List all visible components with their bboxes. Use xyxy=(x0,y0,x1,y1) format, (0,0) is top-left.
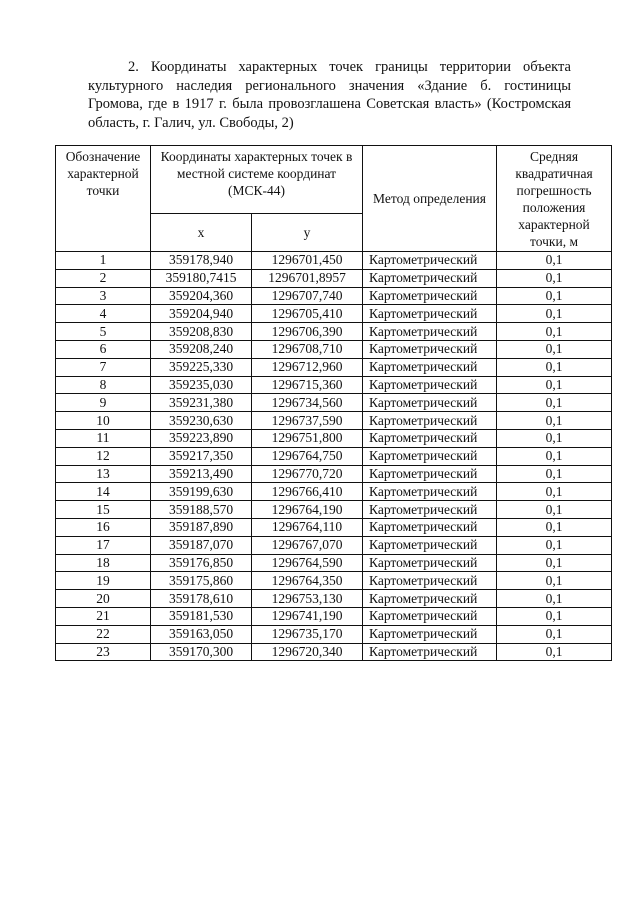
cell-y: 1296753,130 xyxy=(252,590,363,608)
heading-line-2: культурного наследия регионального значения «Здание б. гостиницы xyxy=(88,77,571,94)
table-row xyxy=(56,394,612,412)
cell-error: 0,1 xyxy=(497,607,612,625)
cell-y: 1296712,960 xyxy=(252,358,363,376)
cell-error: 0,1 xyxy=(497,518,612,536)
cell-point-number: 22 xyxy=(56,625,151,643)
cell-point-number: 9 xyxy=(56,394,151,412)
cell-point-number: 18 xyxy=(56,554,151,572)
cell-y: 1296737,590 xyxy=(252,412,363,430)
cell-point-number: 6 xyxy=(56,340,151,358)
cell-method: Картометрический xyxy=(363,501,497,519)
cell-method: Картометрический xyxy=(363,429,497,447)
cell-x: 359199,630 xyxy=(151,483,252,501)
header-coordinates: Координаты характерных точек в местной системе координат (МСК-44) xyxy=(151,146,363,214)
table-row xyxy=(56,501,612,519)
cell-point-number: 13 xyxy=(56,465,151,483)
cell-method: Картометрический xyxy=(363,305,497,323)
table-row xyxy=(56,572,612,590)
table-row xyxy=(56,536,612,554)
cell-error: 0,1 xyxy=(497,643,612,661)
cell-error: 0,1 xyxy=(497,269,612,287)
cell-method: Картометрический xyxy=(363,518,497,536)
cell-y: 1296715,360 xyxy=(252,376,363,394)
cell-error: 0,1 xyxy=(497,358,612,376)
cell-method: Картометрический xyxy=(363,376,497,394)
cell-y: 1296764,110 xyxy=(252,518,363,536)
table-row xyxy=(56,447,612,465)
cell-error: 0,1 xyxy=(497,305,612,323)
cell-y: 1296701,8957 xyxy=(252,269,363,287)
cell-error: 0,1 xyxy=(497,572,612,590)
section-heading xyxy=(88,58,571,132)
cell-x: 359178,940 xyxy=(151,252,252,270)
cell-point-number: 23 xyxy=(56,643,151,661)
cell-y: 1296764,750 xyxy=(252,447,363,465)
cell-point-number: 7 xyxy=(56,358,151,376)
table-row xyxy=(56,305,612,323)
cell-error: 0,1 xyxy=(497,501,612,519)
cell-x: 359187,070 xyxy=(151,536,252,554)
cell-x: 359213,490 xyxy=(151,465,252,483)
cell-point-number: 12 xyxy=(56,447,151,465)
header-error: Средняя квадратичная погрешность положения характерной точки, м xyxy=(497,146,612,252)
table-row xyxy=(56,554,612,572)
cell-point-number: 14 xyxy=(56,483,151,501)
cell-point-number: 2 xyxy=(56,269,151,287)
cell-point-number: 21 xyxy=(56,607,151,625)
cell-method: Картометрический xyxy=(363,252,497,270)
cell-x: 359170,300 xyxy=(151,643,252,661)
cell-x: 359208,240 xyxy=(151,340,252,358)
cell-y: 1296708,710 xyxy=(252,340,363,358)
cell-x: 359231,380 xyxy=(151,394,252,412)
cell-x: 359230,630 xyxy=(151,412,252,430)
cell-method: Картометрический xyxy=(363,572,497,590)
table-row xyxy=(56,465,612,483)
cell-error: 0,1 xyxy=(497,447,612,465)
cell-point-number: 15 xyxy=(56,501,151,519)
cell-point-number: 17 xyxy=(56,536,151,554)
cell-point-number: 4 xyxy=(56,305,151,323)
cell-method: Картометрический xyxy=(363,287,497,305)
table-row xyxy=(56,518,612,536)
table-row xyxy=(56,625,612,643)
cell-x: 359217,350 xyxy=(151,447,252,465)
table-row xyxy=(56,429,612,447)
table-row xyxy=(56,643,612,661)
table-row xyxy=(56,252,612,270)
cell-x: 359181,530 xyxy=(151,607,252,625)
heading-line-1: 2. Координаты характерных точек границы территории объекта xyxy=(128,59,571,75)
cell-y: 1296705,410 xyxy=(252,305,363,323)
cell-y: 1296764,590 xyxy=(252,554,363,572)
table-row xyxy=(56,590,612,608)
cell-method: Картометрический xyxy=(363,269,497,287)
cell-error: 0,1 xyxy=(497,323,612,341)
table-row xyxy=(56,269,612,287)
table-row xyxy=(56,483,612,501)
cell-error: 0,1 xyxy=(497,376,612,394)
cell-y: 1296701,450 xyxy=(252,252,363,270)
cell-method: Картометрический xyxy=(363,323,497,341)
table-body xyxy=(56,252,612,661)
cell-x: 359178,610 xyxy=(151,590,252,608)
cell-method: Картометрический xyxy=(363,340,497,358)
cell-point-number: 19 xyxy=(56,572,151,590)
cell-x: 359163,050 xyxy=(151,625,252,643)
cell-y: 1296735,170 xyxy=(252,625,363,643)
cell-point-number: 3 xyxy=(56,287,151,305)
cell-point-number: 5 xyxy=(56,323,151,341)
table-row xyxy=(56,323,612,341)
cell-point-number: 11 xyxy=(56,429,151,447)
cell-method: Картометрический xyxy=(363,465,497,483)
cell-error: 0,1 xyxy=(497,483,612,501)
cell-y: 1296706,390 xyxy=(252,323,363,341)
cell-method: Картометрический xyxy=(363,625,497,643)
cell-error: 0,1 xyxy=(497,252,612,270)
cell-x: 359204,940 xyxy=(151,305,252,323)
cell-method: Картометрический xyxy=(363,590,497,608)
cell-y: 1296764,350 xyxy=(252,572,363,590)
cell-y: 1296770,720 xyxy=(252,465,363,483)
cell-error: 0,1 xyxy=(497,429,612,447)
cell-error: 0,1 xyxy=(497,590,612,608)
cell-method: Картометрический xyxy=(363,358,497,376)
heading-line-4: (Костромская область, г. Галич, ул. Свободы, 2) xyxy=(88,96,571,131)
cell-y: 1296720,340 xyxy=(252,643,363,661)
cell-y: 1296767,070 xyxy=(252,536,363,554)
cell-x: 359176,850 xyxy=(151,554,252,572)
cell-point-number: 10 xyxy=(56,412,151,430)
cell-error: 0,1 xyxy=(497,536,612,554)
cell-error: 0,1 xyxy=(497,394,612,412)
cell-x: 359188,570 xyxy=(151,501,252,519)
cell-x: 359225,330 xyxy=(151,358,252,376)
cell-method: Картометрический xyxy=(363,607,497,625)
cell-method: Картометрический xyxy=(363,394,497,412)
cell-point-number: 20 xyxy=(56,590,151,608)
header-point: Обозначение характерной точки xyxy=(56,146,151,252)
cell-x: 359175,860 xyxy=(151,572,252,590)
header-method: Метод определения xyxy=(363,146,497,252)
cell-method: Картометрический xyxy=(363,536,497,554)
cell-error: 0,1 xyxy=(497,287,612,305)
cell-y: 1296764,190 xyxy=(252,501,363,519)
cell-y: 1296734,560 xyxy=(252,394,363,412)
table-row xyxy=(56,287,612,305)
table-row xyxy=(56,607,612,625)
cell-error: 0,1 xyxy=(497,412,612,430)
cell-y: 1296707,740 xyxy=(252,287,363,305)
cell-x: 359235,030 xyxy=(151,376,252,394)
cell-method: Картометрический xyxy=(363,643,497,661)
header-y: у xyxy=(252,214,363,252)
table-row xyxy=(56,340,612,358)
cell-point-number: 16 xyxy=(56,518,151,536)
cell-error: 0,1 xyxy=(497,465,612,483)
cell-x: 359204,360 xyxy=(151,287,252,305)
cell-method: Картометрический xyxy=(363,483,497,501)
cell-point-number: 8 xyxy=(56,376,151,394)
cell-y: 1296741,190 xyxy=(252,607,363,625)
cell-method: Картометрический xyxy=(363,554,497,572)
cell-x: 359187,890 xyxy=(151,518,252,536)
coordinates-table xyxy=(55,145,612,661)
table-row xyxy=(56,376,612,394)
cell-x: 359180,7415 xyxy=(151,269,252,287)
cell-error: 0,1 xyxy=(497,340,612,358)
cell-y: 1296766,410 xyxy=(252,483,363,501)
table-row xyxy=(56,412,612,430)
cell-x: 359208,830 xyxy=(151,323,252,341)
cell-y: 1296751,800 xyxy=(252,429,363,447)
header-x: х xyxy=(151,214,252,252)
cell-method: Картометрический xyxy=(363,412,497,430)
cell-error: 0,1 xyxy=(497,625,612,643)
cell-method: Картометрический xyxy=(363,447,497,465)
cell-point-number: 1 xyxy=(56,252,151,270)
heading-line-3: Громова, где в 1917 г. была провозглашена Советская власть» xyxy=(88,96,482,112)
cell-error: 0,1 xyxy=(497,554,612,572)
table-row xyxy=(56,358,612,376)
cell-x: 359223,890 xyxy=(151,429,252,447)
